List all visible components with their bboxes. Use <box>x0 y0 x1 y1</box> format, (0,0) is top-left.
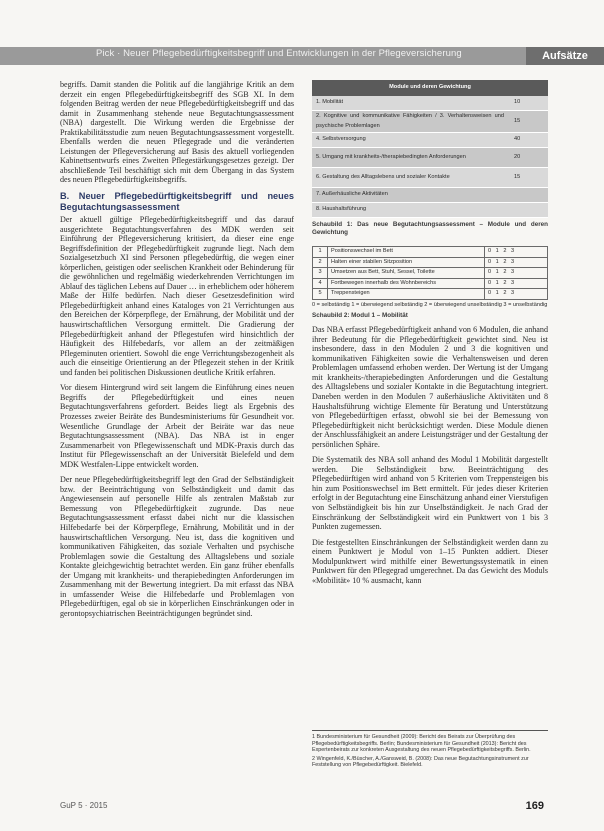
body-paragraph-right-2: Die Systematik des NBA soll anhand des Modul 1 Mobilität dargestellt werden. Die Selbständigkeit bzw. Beeinträchtigung des Pflegebedürftigen wird anhand von 5 Kriterien vom Treppensteigen bis hin zum Positionswechsel im Bett ermittelt. Für jedes dieser Kriterien erfolgt in der Begutachtung eine Einschätzung anhand einer Vierstufigen von Selbständigkeit bis hin zur Unselbständigkeit. Je nach Grad der Einschränkung der Selbständigkeit wird ein Punktwert von 1 bis 3 Punkten zugemessen. <box>312 455 548 532</box>
footnotes <box>312 730 548 771</box>
intro-paragraph: begriffs. Damit standen die Politik auf die langjährige Kritik an dem derzeit ein engen Pflegebedürftigkeitsbegriff des SGB XI. In dem folgenden Beitrag werden der neue Pflegebedürftigkeitsbegriff und das damit in Zusammenhang stehende neue Begutachtungsassessment (NBA) dargestellt. Die Wirkung werden die Ergebnisse der Praktikabilitätsstudie zum neuen Begutachtungsassessment vorgestellt. Ebenfalls werden die neuen Pflegegrade und die veränderten Leistungen der Pflegeversicherung auf Basis des aktuell vorliegenden Kabinettsentwurfs eines Zweiten Pflegestärkungsgesetzes gezeigt. Der abschließende Teil beschäftigt sich mit dem Übergang in das System des neuen Pflegebedürftigkeitsbegriffs. <box>60 80 294 185</box>
table-row <box>313 247 548 258</box>
table-row <box>313 278 548 289</box>
module-table-header: Module und deren Gewichtung <box>312 80 548 96</box>
body-paragraph-right-3: Die festgestellten Einschränkungen der Selbständigkeit werden dann zu einem Punktwert je Modul von 1–15 Punkten addiert. Dieser Modulpunktwert wird mithilfe einer Bewertungssystematik in einen Punktwert für den Pflegegrad umgerechnet. Da das Gewicht des Moduls «Mobilität» 10 % ausmacht, kann <box>312 537 548 585</box>
table-row <box>313 257 548 268</box>
module-weight: 40 <box>508 133 548 148</box>
row-number: 2 <box>313 257 328 268</box>
criterion-label: Positionswechsel im Bett <box>328 247 485 258</box>
rating-scale: 0 1 2 3 <box>485 278 548 289</box>
criterion-label: Fortbewegen innerhalb des Wohnbereichs <box>328 278 485 289</box>
figure-2-caption: Schaubild 2: Modul 1 – Mobilität <box>312 311 408 319</box>
criterion-label: Umsetzen aus Bett, Stuhl, Sessel, Toilette <box>328 268 485 279</box>
row-number: 4 <box>313 278 328 289</box>
module-label: 2. Kognitive und kommunikative Fähigkeiten / 3. Verhaltensweisen und psychische Problemlagen <box>312 111 508 133</box>
table-row <box>313 268 548 279</box>
module-weight: 20 <box>508 148 548 168</box>
criterion-label: Halten einer stabilen Sitzposition <box>328 257 485 268</box>
module-weight: 15 <box>508 111 548 133</box>
criterion-label: Treppensteigen <box>328 289 485 300</box>
right-column <box>312 80 548 591</box>
rating-scale: 0 1 2 3 <box>485 257 548 268</box>
page-footer <box>60 800 544 812</box>
module-weighting-table <box>312 80 548 218</box>
module-label: 7. Außerhäusliche Aktivitäten <box>312 188 508 203</box>
module-label: 8. Haushaltsführung <box>312 203 508 218</box>
body-paragraph-right-1: Das NBA erfasst Pflegebedürftigkeit anhand von 6 Modulen, die anhand ihrer Bedeutung für die Pflegebedürftigkeit gewichtet sind. Neu ist insbesondere, dass in den Modulen 2 und 3 die kognitiven und kommunikativen Fähigkeiten sowie die Verhaltensweisen und deren Problemlagen umfassend erhoben werden. Der Wertung ist der Umgang mit krankheits-/therapiebedingten Anforderungen und die Gestaltung des Alltagslebens und sozialer Kontakte in die Begutachtung integriert. Daneben werden in den Modulen 7 außerhäusliche Aktivitäten und 8 Haushaltsführung wichtige Elemente für Beratung und Unterstützung von Pflegebedürftigen erfasst, obwohl sie bei der Bemessung von Pflegebedürftigkeit nicht berücksichtigt werden. Diese Module dienen der Anschlussfähigkeit an andere Leistungsträger und der Gestaltung der persönlichen Sphäre. <box>312 325 548 449</box>
journal-issue: GuP 5 · 2015 <box>60 801 108 810</box>
rating-scale: 0 1 2 3 <box>485 268 548 279</box>
module-weight <box>508 203 548 218</box>
row-number: 3 <box>313 268 328 279</box>
running-title: Pick · Neuer Pflegebedürftigkeitsbegriff und Entwicklungen in der Pflegeversicherung <box>96 48 462 59</box>
module-label: 5. Umgang mit krankheits-/therapiebedingten Anforderungen <box>312 148 508 168</box>
rating-scale: 0 1 2 3 <box>485 289 548 300</box>
footnote-1: 1 Bundesministerium für Gesundheit (2009): Bericht des Beirats zur Überprüfung des Pflegebedürftigkeitsbegriffs. Berlin; Bundesministerium für Gesundheit (2013): Bericht des Expertenbeirats zur konkreten Ausgestaltung des neuen Pflegebedürftigkeitsbegriffs. Berlin. <box>312 734 531 754</box>
body-paragraph-2: Vor diesem Hintergrund wird seit langem die Einführung eines neuen Begriffs der Pflegebedürftigkeit und eines neuen Begutachtungsverfahrens gefordert. Beides liegt als Ergebnis des Prozesses zweier Beiräte des Bundesministeriums für Gesundheit vor. Wesentliche Grundlage der Arbeit der Beiräte war das neue Begutachtungsassessment (NBA). Das NBA ist in enger Zusammenarbeit von Pflegewissenschaft und MDK-Praxis durch das Institut für Pflegewissenschaft an der Universität Bielefeld und dem MDK Westfalen-Lippe entwickelt worden. <box>60 383 294 469</box>
section-heading: B. Neuer Pflegebedürftigkeitsbegriff und neues Begutachtungsassessment <box>60 191 294 213</box>
module-weight: 15 <box>508 168 548 188</box>
row-number: 5 <box>313 289 328 300</box>
page-number: 169 <box>525 800 544 812</box>
module-weight <box>508 188 548 203</box>
module-weight: 10 <box>508 96 548 111</box>
left-column <box>60 80 294 624</box>
figure-1-caption: Schaubild 1: Das neue Begutachtungsassessment – Module und deren Gewichtung <box>312 221 548 236</box>
rating-legend: 0 = selbständig 1 = überwiegend selbständig 2 = überwiegend unselbständig 3 = unselbständig <box>312 301 548 308</box>
module-label: 1. Mobilität <box>312 96 508 111</box>
module-label: 6. Gestaltung des Alltagslebens und sozialer Kontakte <box>312 168 508 188</box>
body-paragraph-1: Der aktuell gültige Pflegebedürftigkeitsbegriff und das darauf ausgerichtete Begutachtungsverfahren des MDK werden seit Einführung der Pflegeversicherung kritisiert, da dieser eine enge Begriffsdefinition der Pflegebedürftigkeit zugrunde liegt. Nach dem Sozialgesetzbuch XI sind Personen pflegebedürftig, die wegen einer körperlichen, geistigen oder seelischen Krankheit oder Behinderung für die gewöhnlichen und regelmäßig wiederkehrenden Verrichtungen im Ablauf des täglichen Lebens auf Dauer … in erheblichem oder höherem Maße der Hilfe bedürfen. Nach dieser Gesetzesdefinition wird Pflegebedürftigkeit anhand eines Kataloges von 21 Verrichtungen aus den Bereichen der Körperpflege, der Ernährung, der Mobilität und der hauswirtschaftlichen Versorgung ermittelt. Die Gradierung der Pflegebedürftigkeit anhand der Pflegestufen wird hinsichtlich der Häufigkeit des Hilfebedarfs, vor allem an der zeitmäßigen Pflegeminuten orientiert. Sowohl die enge Verrichtungsbezogenheit als auch die einseitige Orientierung an der Pflegezeit stehen in der Kritik und fanden bei politischen Diskussionen deutliche Kritik erfahren. <box>60 215 294 377</box>
section-tag: Aufsätze <box>526 47 604 65</box>
mobility-rating-table <box>312 246 548 300</box>
rating-scale: 0 1 2 3 <box>485 247 548 258</box>
module-label: 4. Selbstversorgung <box>312 133 508 148</box>
table-row <box>313 289 548 300</box>
row-number: 1 <box>313 247 328 258</box>
footnote-2: 2 Wingenfeld, K./Büscher, A./Gansweid, B. (2008): Das neue Begutachtungsinstrument zur Feststellung von Pflegebedürftigkeit. Bielefeld. <box>312 755 529 769</box>
body-paragraph-3: Der neue Pflegebedürftigkeitsbegriff legt den Grad der Selbständigkeit bzw. der Beeinträchtigung von Selbständigkeit und damit das Angewiesensein auf personelle Hilfe als zentralen Maßstab zur Bemessung von Pflegebedürftigkeit zugrunde. Das neue Begutachtungsassessment erfasst dabei nicht nur die klassischen Hilfebedarfe bei der Körperpflege, Ernährung, Mobilität und in der hauswirtschaftlichen Versorgung. Neu ist, dass die kognitiven und kommunikativen Fähigkeiten, das soziale Verhalten und psychische Problemlagen sowie die Gestaltung des Alltagslebens und soziale Kontakte gleichgewichtig betrachtet werden. Ein ganz früher ebenfalls der Umgang mit krankheits- und therapiebedingten Anforderungen im Zusammenhang mit der Bewertung integriert. Da mit erfasst das NBA in umfassender Weise die Hilfebedarfe und Problemlagen von Pflegebedürftigen, egal ob sie in körperlichen Einschränkungen oder in gerontopsychiatrischen Beeinträchtigungen begründet sind. <box>60 475 294 618</box>
running-header <box>0 47 604 65</box>
